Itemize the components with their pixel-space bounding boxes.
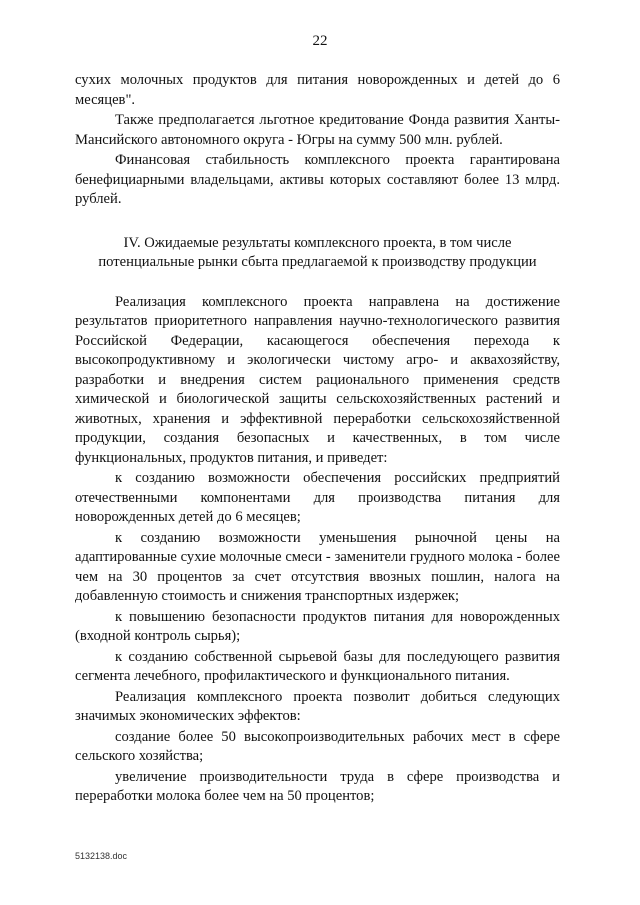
list-item-jobs: создание более 50 высокопроизводительных рабочих мест в сфере сельского хозяйства; [75,728,560,764]
paragraph-financial-stability: Финансовая стабильность комплексного проекта гарантирована бенефициарными владельцами, активы которых составляют более 13 млрд. рублей. [75,152,560,207]
paragraph-continuation: сухих молочных продуктов для питания новорожденных и детей до 6 месяцев". [75,72,560,108]
list-item-price-reduction: к созданию возможности уменьшения рыночной цены на адаптированные сухие молочные смеси - заменители грудного молока - более чем на 30 процентов за счет отсутствия ввозных пошлин, налога на добавленную стоимость и снижения транспортных издержек; [75,529,560,604]
section-heading-line-1: IV. Ожидаемые результаты комплексного проекта, в том числе [123,234,512,251]
list-item-productivity: увеличение производительности труда в сфере производства и переработки молока более чем на 50 процентов; [75,768,560,804]
paragraph-project-goal: Реализация комплексного проекта направлена на достижение результатов приоритетного направления научно-технологического развития Российской Федерации, касающегося обеспечения перехода к высокопродуктивному и экологически чистому агро- и аквахозяйству, разработки и внедрения систем рационального применения средств химической и биологической защиты сельскохозяйственных растений и животных, хранения и эффективной переработки сельскохозяйственной продукции, создания безопасных и качественных, в том числе функциональных, продуктов питания, и приведет: [75,293,560,466]
page-number: 22 [312,33,328,49]
document-body [75,71,560,807]
list-item-raw-material-base: к созданию собственной сырьевой базы для последующего развития сегмента лечебного, профилактического и функционального питания. [75,648,560,684]
paragraph-economic-effects: Реализация комплексного проекта позволит добиться следующих значимых экономических эффектов: [75,688,560,724]
list-item-food-safety: к повышению безопасности продуктов питания для новорожденных (входной контроль сырья); [75,608,560,644]
section-heading [75,234,560,273]
section-heading-line-2: потенциальные рынки сбыта предлагаемой к производству продукции [98,254,537,270]
list-item-domestic-components: к созданию возможности обеспечения российских предприятий отечественными компонентами для производства питания для новорожденных детей до 6 месяцев; [75,470,560,525]
footer-document-code: 5132138.doc [75,851,128,861]
paragraph-credit: Также предполагается льготное кредитование Фонда развития Ханты-Мансийского автономного округа - Югры на сумму 500 млн. рублей. [75,112,560,148]
